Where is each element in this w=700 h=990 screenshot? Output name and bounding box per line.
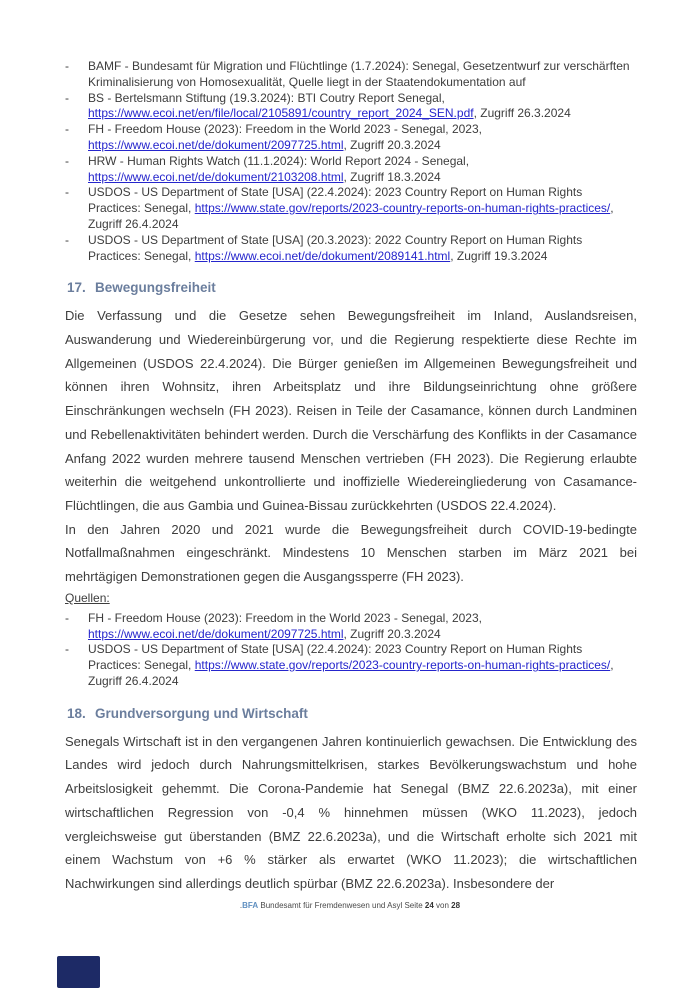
quellen-label: Quellen: [65,590,110,605]
source-item-text [88,642,637,689]
source-text-run: FH - Freedom House (2023): Freedom in the World 2023 - Senegal, 2023, [88,122,482,137]
text-line: Auswanderung und Wiedereinbürgerung vor, und die Regierung respektierte diese Rechte im [65,332,637,348]
list-dash: - [65,232,69,247]
text-line: können ihren Wohnsitz, ihren Arbeitsplatz und ihre Bildungseinrichtung ohne größere [65,379,637,395]
text-line: vergleichsweise gut überstanden (BMZ 22.6.2023a), und die Wirtschaft erholte sich 2021 mit [65,828,637,844]
source-item-text [88,59,637,91]
list-dash: - [65,59,69,73]
source-text-run: FH - Freedom House (2023): Freedom in the World 2023 - Senegal, 2023, [88,610,482,625]
text-line: Einschränkungen wechseln (FH 2023). Reisen in Teile der Casamance, können durch Landminen [65,403,637,419]
source-text-run: , Zugriff 19.3.2024 [450,248,548,263]
source-item-text [88,185,637,232]
list-dash: - [65,153,69,168]
list-dash: - [65,185,69,200]
text-line: wirtschaftlichen Regression von -0,4 % hinnehmen müssen (WKO 11.2023), jedoch [65,804,637,820]
text-line: Allgemeinen (USDOS 22.4.2024). Die Bürger genießen im Allgemeinen Bewegungsfreiheit und [65,355,637,371]
source-text-run: BAMF - Bundesamt für Migration und Flüchtlinge (1.7.2024): Senegal, Gesetzentwurf zur verschärften Kriminalisierung von Homosexualität, Quelle liegt in der Staatendokumentation auf [88,59,630,89]
source-item [65,611,637,643]
text-line: Landes wird jedoch durch Nahrungsmittelkrisen, starkes Bevölkerungswachstum und hohe [65,757,637,773]
source-link[interactable]: https://www.state.gov/reports/2023-country-reports-on-human-rights-practices/ [194,658,611,673]
source-item [65,154,637,186]
text-line: Senegals Wirtschaft ist in den vergangenen Jahren kontinuierlich gewachsen. Die Entwicklung des [65,733,637,749]
source-link[interactable]: https://www.ecoi.net/de/dokument/2097725.html [88,137,344,152]
source-item [65,59,637,91]
text-line: weiterhin die weitgehend unkontrollierte und inoffizielle Wiedereingliederung von Casamance- [65,474,637,490]
source-link[interactable]: https://www.state.gov/reports/2023-country-reports-on-human-rights-practices/ [194,201,611,216]
footer-logo: BFA [242,901,259,910]
page-number: 24 [424,901,434,910]
source-link[interactable]: https://www.ecoi.net/de/dokument/2089141.html [194,248,451,263]
top-source-list [65,59,637,264]
page-footer [0,900,700,912]
section-18-heading [67,706,637,722]
source-text-run: , Zugriff 18.3.2024 [343,169,441,184]
source-item [65,122,637,154]
source-link[interactable]: https://www.ecoi.net/de/dokument/2097725.html [88,626,344,641]
source-item-text [88,154,637,186]
source-text-run: , Zugriff 20.3.2024 [343,626,441,641]
text-line: Notfallmaßnahmen eingeschränkt. Mindestens 10 Menschen starben im März 2021 bei [65,545,637,561]
list-dash: - [65,642,69,657]
section-17-heading [67,280,637,296]
paragraph-18 [65,730,637,896]
footer-org-text: Bundesamt für Fremdenwesen und Asyl Seite [258,901,425,910]
source-item-text [88,122,637,154]
source-text-run: USDOS - US Department of State [USA] (22.4.2024): 2023 Country Report on Human Rights Practices: Senegal, [88,185,583,216]
footer-von-label: von [433,901,452,910]
text-line: und Rebellenaktivitäten behindert werden. Durch die Verschärfung des Konflikts in der Casamance [65,426,637,442]
footer-logo-dot: . [239,901,243,910]
list-dash: - [65,610,69,625]
source-link[interactable]: https://www.ecoi.net/de/dokument/2103208.html [88,169,344,184]
source-item [65,185,637,232]
text-line: Anfang 2022 wurden mehrere tausend Menschen vertrieben (FH 2023). Die Regierung erlaubte [65,450,637,466]
section-title: Grundversorgung und Wirtschaft [95,705,308,721]
source-text-run: , Zugriff 26.4.2024 [88,658,614,688]
source-item-text [88,91,637,123]
source-text-run: , Zugriff 20.3.2024 [343,137,441,152]
text-line: Flüchtlingen, die aus Gambia und Guinea-Bissau zurückkehrten (USDOS 22.4.2024). [65,497,557,513]
list-dash: - [65,122,69,137]
paragraph-17-2 [65,518,637,589]
source-item [65,233,637,265]
page-content [65,0,637,896]
source-item-text [88,233,637,265]
source-item-text [88,611,637,643]
source-text-run: , Zugriff 26.3.2024 [473,106,571,121]
text-line: Die Verfassung und die Gesetze sehen Bewegungsfreiheit im Inland, Auslandsreisen, [65,308,637,324]
list-dash: - [65,90,69,105]
section-title: Bewegungsfreiheit [95,280,216,296]
text-line: einem Wachstum von +6 % stärker als erwartet (WKO 11.2023); die wirtschaftlichen [65,852,637,868]
section-number: 17. [67,280,86,296]
source-item [65,642,637,689]
text-line: mehrtägigen Demonstrationen gegen die Ausgangssperre (FH 2023). [65,569,464,585]
source-text-run: HRW - Human Rights Watch (11.1.2024): World Report 2024 - Senegal, [88,153,470,168]
source-item [65,91,637,123]
source-text-run: USDOS - US Department of State [USA] (22.4.2024): 2023 Country Report on Human Rights Practices: Senegal, [88,642,583,673]
source-text-run: BS - Bertelsmann Stiftung (19.3.2024): BTI Coutry Report Senegal, [88,90,445,105]
text-line: Nachwirkungen sind allerdings deutlich spürbar (BMZ 22.6.2023a). Insbesondere der [65,876,555,891]
total-pages: 28 [451,901,461,910]
source-text-run: , Zugriff 26.4.2024 [88,201,614,231]
quellen-source-list [65,611,637,690]
section-number: 18. [67,705,86,721]
text-line: In den Jahren 2020 und 2021 wurde die Bewegungsfreiheit durch COVID-19-bedingte [65,521,637,537]
text-line: Arbeitslosigkeit gehemmt. Die Corona-Pandemie hat Senegal (BMZ 22.6.2023a), mit einer [65,781,637,797]
paragraph-17-1 [65,304,637,517]
source-text-run: USDOS - US Department of State [USA] (20.3.2023): 2022 Country Report on Human Rights Practices: Senegal, [88,232,583,263]
source-link[interactable]: https://www.ecoi.net/en/file/local/2105891/country_report_2024_SEN.pdf [88,106,474,121]
corner-box [57,956,100,988]
